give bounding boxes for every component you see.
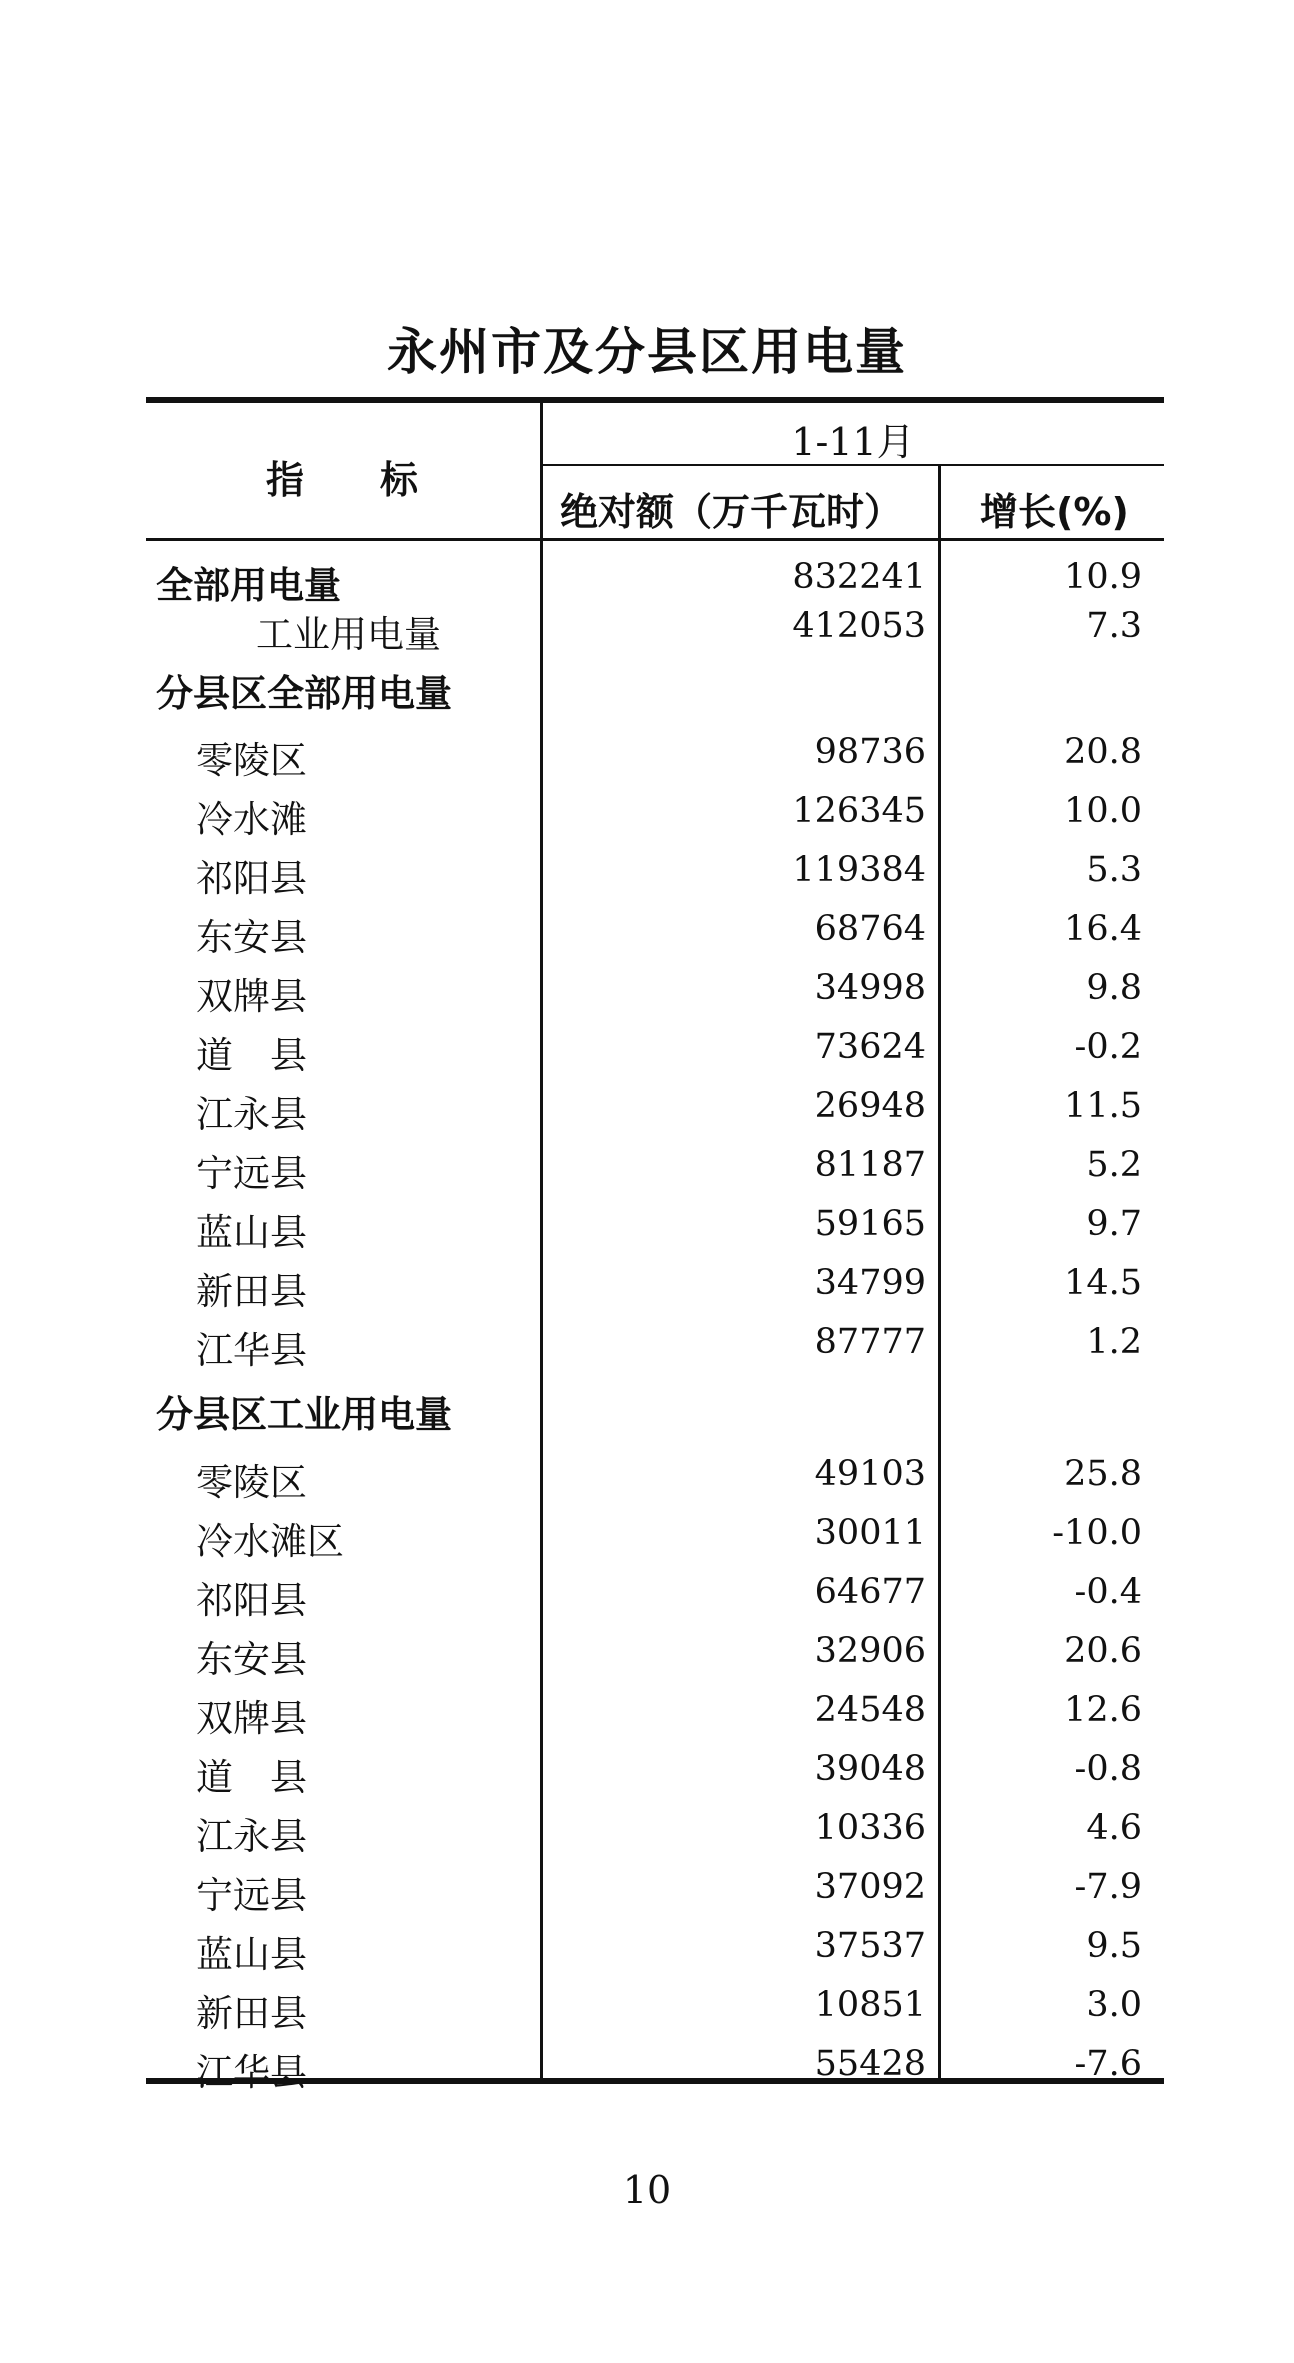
table-row: [146, 598, 1164, 656]
row-absolute-value: 126345: [792, 791, 926, 831]
row-label: 零陵区: [196, 1461, 307, 1504]
row-growth-value: -10.0: [1052, 1513, 1142, 1553]
row-label: 江华县: [196, 1329, 307, 1372]
row-label: 双牌县: [196, 975, 307, 1018]
electricity-table: [146, 397, 1164, 2097]
row-label: 道 县: [196, 1756, 307, 1799]
row-absolute-value: 37537: [814, 1926, 926, 1966]
header-indicator: 指 标: [266, 458, 419, 502]
page-title: 永州市及分县区用电量: [387, 323, 907, 381]
row-absolute-value: 68764: [814, 909, 926, 949]
row-absolute-value: 10336: [814, 1808, 926, 1848]
row-absolute-value: 24548: [814, 1690, 926, 1730]
table-row: [146, 1137, 1164, 1195]
table-row: [146, 1019, 1164, 1077]
row-growth-value: 20.8: [1064, 732, 1142, 772]
row-label: 祁阳县: [196, 1579, 307, 1622]
row-label: 蓝山县: [196, 1933, 307, 1976]
page-number: 10: [622, 2168, 672, 2212]
row-absolute-value: 37092: [814, 1867, 926, 1907]
row-absolute-value: 119384: [792, 850, 926, 890]
row-label: 双牌县: [196, 1697, 307, 1740]
row-growth-value: 10.9: [1064, 557, 1142, 597]
table-row: [146, 1505, 1164, 1563]
table-row: [146, 1446, 1164, 1504]
row-growth-value: 5.2: [1086, 1145, 1142, 1185]
row-growth-value: -0.8: [1074, 1749, 1142, 1789]
row-label: 新田县: [196, 1270, 307, 1313]
table-row: [146, 842, 1164, 900]
row-absolute-value: 87777: [814, 1322, 926, 1362]
row-label: 江永县: [196, 1815, 307, 1858]
table-row: [146, 1918, 1164, 1976]
row-absolute-value: 10851: [814, 1985, 926, 2025]
row-growth-value: 3.0: [1086, 1985, 1142, 2025]
row-label: 分县区工业用电量: [156, 1393, 452, 1436]
row-growth-value: 9.5: [1086, 1926, 1142, 1966]
row-growth-value: 9.7: [1086, 1204, 1142, 1244]
table-row: [146, 2036, 1164, 2094]
header-period: 1-11月: [791, 420, 915, 464]
table-row: [146, 783, 1164, 841]
row-absolute-value: 49103: [814, 1454, 926, 1494]
row-absolute-value: 81187: [814, 1145, 926, 1185]
table-row: [146, 1196, 1164, 1254]
row-label: 零陵区: [196, 739, 307, 782]
row-growth-value: 14.5: [1064, 1263, 1142, 1303]
row-absolute-value: 98736: [814, 732, 926, 772]
row-absolute-value: 30011: [814, 1513, 926, 1553]
table-row: [146, 1623, 1164, 1681]
row-growth-value: 25.8: [1064, 1454, 1142, 1494]
table-row: [146, 1255, 1164, 1313]
table-row: [146, 960, 1164, 1018]
table-row: [146, 724, 1164, 782]
row-label: 冷水滩: [196, 798, 307, 841]
row-absolute-value: 34799: [814, 1263, 926, 1303]
row-absolute-value: 32906: [814, 1631, 926, 1671]
table-row: [146, 1314, 1164, 1372]
row-label: 全部用电量: [156, 564, 341, 607]
row-label: 冷水滩区: [196, 1520, 344, 1563]
row-absolute-value: 26948: [814, 1086, 926, 1126]
row-growth-value: 16.4: [1064, 909, 1142, 949]
row-absolute-value: 55428: [814, 2044, 926, 2084]
row-growth-value: -7.9: [1074, 1867, 1142, 1907]
row-absolute-value: 39048: [814, 1749, 926, 1789]
top-rule: [146, 397, 1164, 403]
row-label: 分县区全部用电量: [156, 672, 452, 715]
header-growth: 增长(%): [980, 490, 1129, 534]
row-label: 东安县: [196, 1638, 307, 1681]
row-growth-value: -7.6: [1074, 2044, 1142, 2084]
row-growth-value: 20.6: [1064, 1631, 1142, 1671]
table-section-row: [146, 1378, 1164, 1436]
row-label: 新田县: [196, 1992, 307, 2035]
row-absolute-value: 832241: [792, 557, 926, 597]
row-label: 工业用电量: [256, 613, 441, 656]
row-label: 东安县: [196, 916, 307, 959]
row-label: 道 县: [196, 1034, 307, 1077]
table-section-row: [146, 657, 1164, 715]
row-absolute-value: 34998: [814, 968, 926, 1008]
header-bottom-rule: [146, 538, 1164, 541]
row-growth-value: -0.2: [1074, 1027, 1142, 1067]
table-row: [146, 1800, 1164, 1858]
row-growth-value: -0.4: [1074, 1572, 1142, 1612]
table-row: [146, 1741, 1164, 1799]
table-row: [146, 1564, 1164, 1622]
row-absolute-value: 73624: [814, 1027, 926, 1067]
row-growth-value: 7.3: [1086, 606, 1142, 646]
row-absolute-value: 412053: [792, 606, 926, 646]
row-growth-value: 11.5: [1064, 1086, 1142, 1126]
row-label: 江华县: [196, 2051, 307, 2094]
row-label: 宁远县: [196, 1874, 307, 1917]
table-row: [146, 1977, 1164, 2035]
row-absolute-value: 64677: [814, 1572, 926, 1612]
row-label: 宁远县: [196, 1152, 307, 1195]
row-growth-value: 10.0: [1064, 791, 1142, 831]
row-growth-value: 4.6: [1086, 1808, 1142, 1848]
table-row: [146, 901, 1164, 959]
row-growth-value: 12.6: [1064, 1690, 1142, 1730]
row-label: 蓝山县: [196, 1211, 307, 1254]
row-growth-value: 1.2: [1086, 1322, 1142, 1362]
row-absolute-value: 59165: [814, 1204, 926, 1244]
row-growth-value: 9.8: [1086, 968, 1142, 1008]
header-absolute: 绝对额（万千瓦时）: [560, 490, 903, 534]
row-growth-value: 5.3: [1086, 850, 1142, 890]
row-label: 江永县: [196, 1093, 307, 1136]
row-label: 祁阳县: [196, 857, 307, 900]
table-row: [146, 1859, 1164, 1917]
table-row: [146, 1078, 1164, 1136]
table-row: [146, 1682, 1164, 1740]
